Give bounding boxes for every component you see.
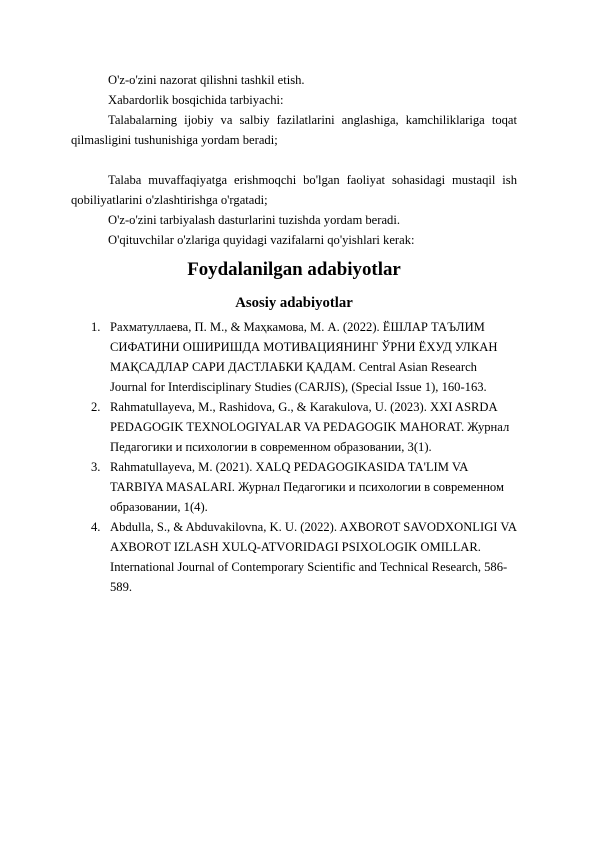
references-heading: Foydalanilgan adabiyotlar — [187, 259, 401, 280]
paragraph-awareness-stage: Xabardorlik bosqichida tarbiyachi: — [108, 93, 284, 107]
paragraph-independent-work: Talaba muvaffaqiyatga erishmoqchi bo'lgan faoliyat sohasidagi mustaqil ish qobiliyatlarini o'zlashtirishga o'rgatadi; — [71, 173, 517, 207]
reference-number: 1. — [91, 320, 101, 334]
reference-list — [71, 317, 517, 597]
reference-number: 2. — [91, 400, 101, 414]
reference-number: 4. — [91, 520, 101, 534]
reference-text: Rahmatullayeva, M., Rashidova, G., & Karakulova, U. (2023). XXI ASRDA PEDAGOGIK TEXNOLOGIYALAR VA PEDAGOGIK MAHORAT. Журнал Педагогики и психологии в современном образовании, 3(1). — [110, 400, 510, 454]
reference-item — [71, 457, 517, 517]
reference-text: Rahmatullayeva, M. (2021). XALQ PEDAGOGIKASIDA TA'LIM VA TARBIYA MASALARI. Журнал Педагогики и психологии в современном образовании, 1(4). — [110, 460, 504, 514]
paragraph-qualities: Talabalarning ijobiy va salbiy fazilatlarini anglashiga, kamchiliklariga toqat qilmasligini tushunishiga yordam beradi; — [71, 113, 517, 147]
reference-item — [71, 397, 517, 457]
reference-text: Рахматуллаева, П. М., & Маҳкамова, М. А. (2022). ЁШЛАР ТАЪЛИМ СИФАТИНИ ОШИРИШДА МОТИВАЦИЯНИНГ ЎРНИ ЁХУД УЛКАН МАҚСАДЛАР САРИ ДАСТЛАБКИ ҚАДАМ. Central Asian Research Journal for Interdisciplinary Studies (CARJIS), (Special Issue 1), 160-163. — [110, 320, 498, 394]
reference-text: Abdulla, S., & Abduvakilovna, K. U. (2022). AXBOROT SAVODXONLIGI VA AXBOROT IZLASH XULQ-ATVORIDAGI PSIXOLOGIK OMILLAR. International Journal of Contemporary Scientific and Technical Research, 586-589. — [110, 520, 517, 594]
main-literature-heading: Asosiy adabiyotlar — [235, 295, 353, 311]
reference-item — [71, 517, 517, 597]
blank-line — [71, 150, 517, 170]
reference-number: 3. — [91, 460, 101, 474]
paragraph-teacher-tasks: O'qituvchilar o'zlariga quyidagi vazifalarni qo'yishlari kerak: — [108, 233, 415, 247]
paragraph-self-control: O'z-o'zini nazorat qilishni tashkil etish. — [108, 73, 305, 87]
paragraph-self-education: O'z-o'zini tarbiyalash dasturlarini tuzishda yordam beradi. — [108, 213, 400, 227]
page-content — [71, 70, 517, 597]
reference-item — [71, 317, 517, 397]
